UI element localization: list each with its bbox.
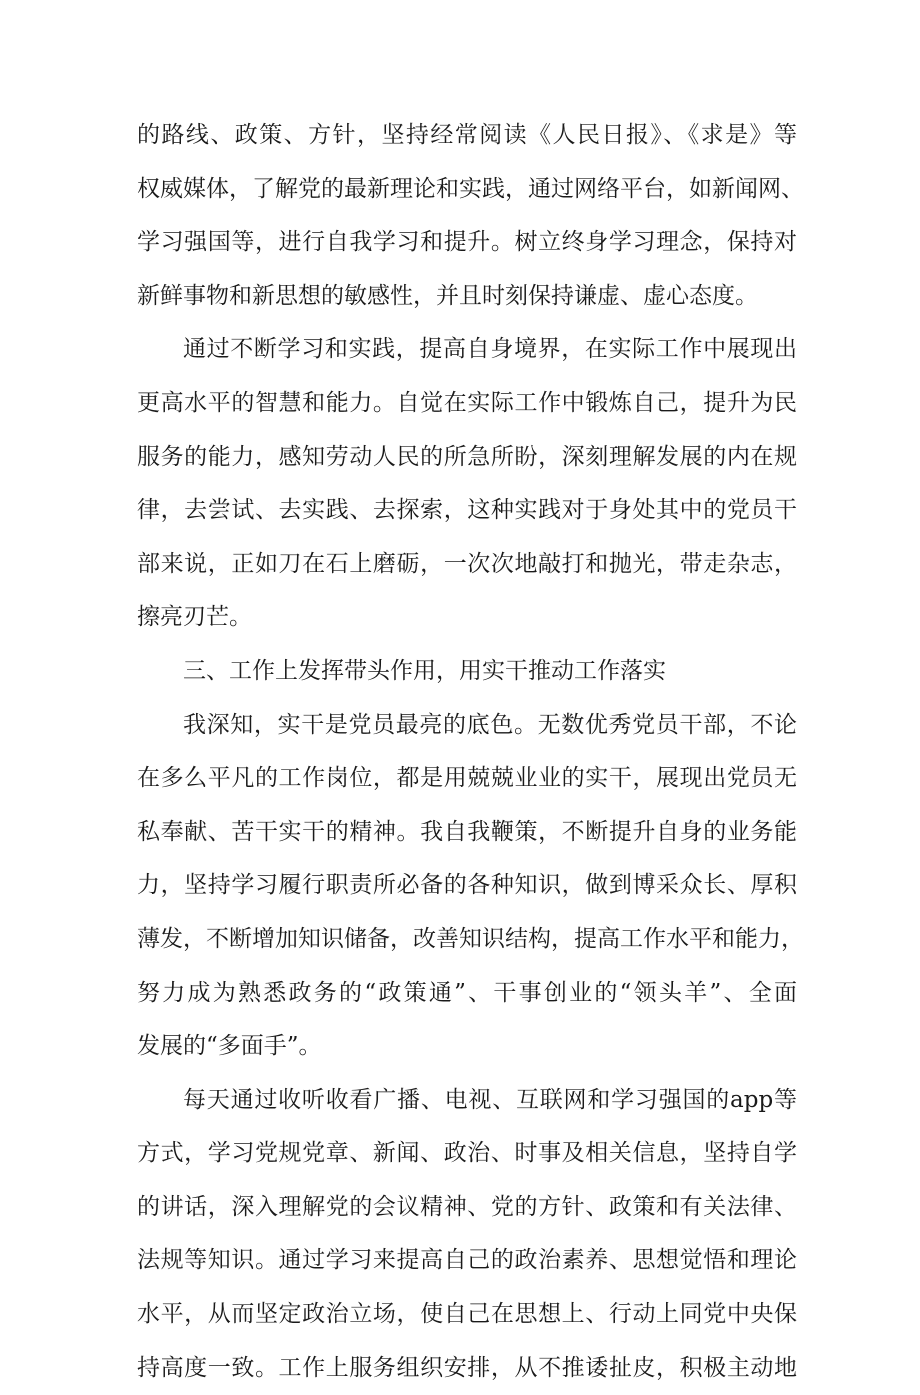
text-line: 在多么平凡的工作岗位，都是用兢兢业业的实干，展现出党员无 [137, 765, 797, 792]
text-line: 发展的“多面手”。 [137, 1033, 322, 1060]
text-line: 每天通过收听收看广播、电视、互联网和学习强国的app等 [183, 1086, 797, 1113]
text-line: 服务的能力，感知劳动人民的所急所盼，深刻理解发展的内在规 [137, 443, 797, 470]
text-line: 的路线、政策、方针，坚持经常阅读《人民日报》、《求是》等 [137, 122, 797, 148]
section-heading: 三、工作上发挥带头作用，用实干推动工作落实 [183, 657, 666, 684]
text-line: 持高度一致。工作上服务组织安排，从不推诿扯皮，积极主动地 [137, 1354, 797, 1381]
text-line: 新鲜事物和新思想的敏感性，并且时刻保持谦虚、虚心态度。 [137, 282, 758, 309]
text-line: 力，坚持学习履行职责所必备的各种知识，做到博采众长、厚积 [137, 872, 797, 899]
text-line: 我深知，实干是党员最亮的底色。无数优秀党员干部，不论 [183, 711, 797, 738]
text-line: 权威媒体，了解党的最新理论和实践，通过网络平台，如新闻网、 [137, 175, 804, 202]
text-line: 薄发，不断增加知识储备，改善知识结构，提高工作水平和能力， [137, 925, 804, 952]
text-line: 法规等知识。通过学习来提高自己的政治素养、思想觉悟和理论 [137, 1247, 797, 1274]
document-body [137, 109, 804, 1395]
text-line: 水平，从而坚定政治立场，使自己在思想上、行动上同党中央保 [137, 1301, 797, 1328]
text-line: 私奉献、苦干实干的精神。我自我鞭策，不断提升自身的业务能 [137, 818, 797, 845]
text-line: 律，去尝试、去实践、去探索，这种实践对于身处其中的党员干 [137, 497, 797, 524]
text-line: 方式，学习党规党章、新闻、政治、时事及相关信息，坚持自学 [137, 1140, 797, 1167]
text-line: 努力成为熟悉政务的“政策通”、干事创业的“领头羊”、全面 [137, 979, 797, 1006]
text-line: 的讲话，深入理解党的会议精神、党的方针、政策和有关法律、 [137, 1193, 797, 1220]
text-line: 学习强国等，进行自我学习和提升。树立终身学习理念，保持对 [137, 229, 797, 256]
text-line: 擦亮刃芒。 [137, 604, 252, 631]
text-line: 更高水平的智慧和能力。自觉在实际工作中锻炼自己，提升为民 [137, 389, 797, 416]
text-line: 通过不断学习和实践，提高自身境界，在实际工作中展现出 [183, 336, 797, 363]
text-line: 部来说，正如刀在石上磨砺，一次次地敲打和抛光，带走杂志， [137, 550, 797, 577]
